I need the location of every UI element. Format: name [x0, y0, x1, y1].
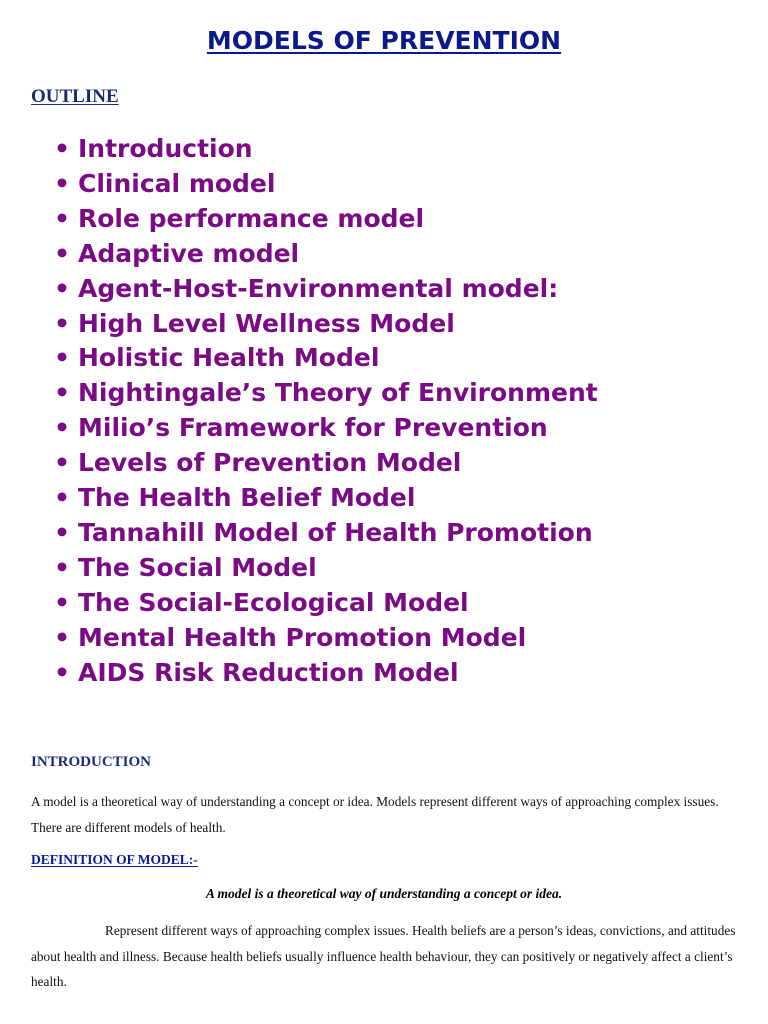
bullet-icon: •: [54, 273, 70, 303]
bullet-icon: •: [54, 448, 70, 478]
list-item: • Introduction: [54, 132, 598, 167]
bullet-icon: •: [54, 517, 70, 547]
outline-heading: OUTLINE: [31, 86, 119, 107]
bullet-icon: •: [54, 552, 70, 582]
list-item: • Role performance model: [54, 202, 598, 237]
definition-quote: A model is a theoretical way of understanding a concept or idea.: [205, 886, 563, 901]
bullet-icon: •: [54, 134, 70, 163]
list-item: • AIDS Risk Reduction Model: [54, 656, 598, 691]
list-item: • Milio’s Framework for Prevention: [54, 411, 598, 446]
list-item: • Levels of Prevention Model: [54, 446, 598, 481]
document-title-text: MODELS OF PREVENTION: [206, 26, 562, 55]
list-item: • Nightingale’s Theory of Environment: [54, 376, 598, 411]
introduction-paragraph: A model is a theoretical way of understanding a concept or idea. Models represent different ways of approaching complex issues. There are different models of health.: [31, 794, 719, 835]
bullet-icon: •: [54, 378, 70, 408]
list-item: • Holistic Health Model: [54, 341, 598, 376]
outline-list: [54, 132, 598, 691]
bullet-icon: •: [54, 622, 70, 652]
list-item: • Agent-Host-Environmental model:: [54, 272, 598, 307]
list-item: • Mental Health Promotion Model: [54, 621, 598, 656]
introduction-heading: INTRODUCTION: [31, 754, 152, 770]
list-item: • The Social Model: [54, 551, 598, 586]
definition-paragraph: Represent different ways of approaching complex issues. Health beliefs are a person’s ideas, convictions, and attitudes about health and illness. Because health beliefs usually influence health behaviour, they can positively or negatively affect a client’s health.: [31, 923, 736, 989]
list-item: • The Social-Ecological Model: [54, 586, 598, 621]
list-item: • High Level Wellness Model: [54, 307, 598, 342]
bullet-icon: •: [54, 308, 70, 338]
document-title: [0, 26, 768, 55]
bullet-icon: •: [54, 168, 70, 198]
bullet-icon: •: [54, 587, 70, 617]
definition-heading: DEFINITION OF MODEL:-: [31, 852, 198, 867]
list-item: • Clinical model: [54, 167, 598, 202]
list-item: • Tannahill Model of Health Promotion: [54, 516, 598, 551]
bullet-icon: •: [54, 413, 70, 443]
bullet-icon: •: [54, 203, 70, 233]
bullet-icon: •: [54, 483, 70, 513]
list-item: • Adaptive model: [54, 237, 598, 272]
bullet-icon: •: [54, 657, 70, 687]
list-item: • The Health Belief Model: [54, 481, 598, 516]
bullet-icon: •: [54, 238, 70, 268]
bullet-icon: •: [54, 343, 70, 373]
